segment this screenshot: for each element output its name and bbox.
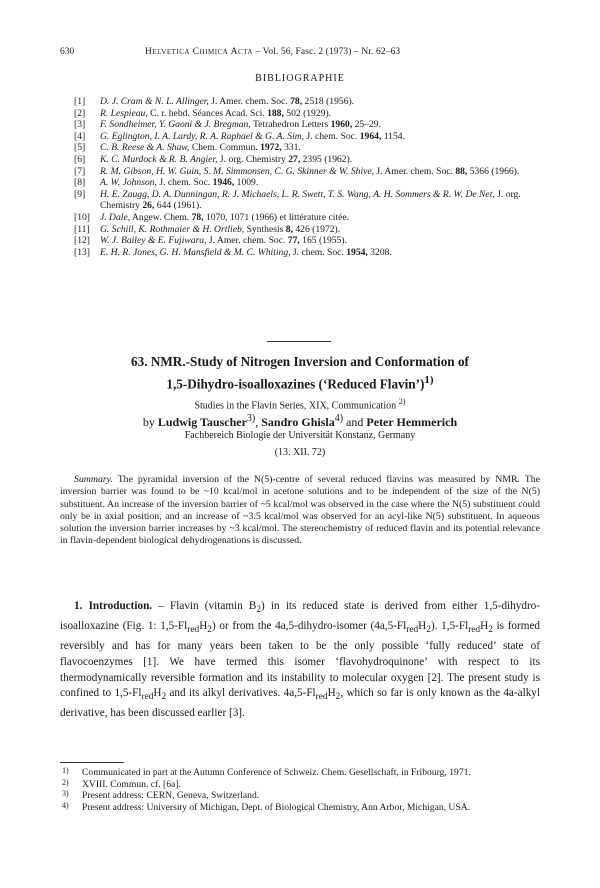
footnote-item [60, 802, 540, 814]
reference-pages: 2518 (1956). [302, 96, 355, 107]
reference-number: [12] [74, 235, 90, 247]
subscript: 2 [207, 625, 212, 636]
footnote-item [60, 790, 540, 802]
footnote-marker: 4) [62, 800, 69, 810]
subscript: 2 [161, 692, 167, 703]
reference-authors: J. Dale, [100, 211, 131, 223]
reference-journal: Synthesis [244, 223, 286, 235]
reference-authors: G. Eglington, I. A. Lardy, R. A. Raphael & G. A. Sim, [100, 130, 305, 142]
reference-authors: C. B. Reese & A. Shaw, [100, 142, 190, 154]
intro-text: is formed reversibly and has for many years been taken to be the only possible ‘fully reduced’ state of flavocoenzymes [1]. We have termed this isomer ‘flavohydroquinone’ with respect to its thermodynamically reversible formation and its instability to molecular oxygen [2]. The present study is confined to 1,5-Fl [60, 620, 541, 700]
reference-authors: R. Lespieau, [100, 107, 148, 119]
reference-authors: G. Schill, K. Rothmaier & H. Ortlieb, [100, 223, 245, 235]
abstract-label: Summary. [74, 474, 113, 485]
reference-item [74, 119, 552, 131]
reference-pages: 644 (1961). [154, 200, 202, 212]
reference-item [74, 235, 552, 247]
reference-pages: 1154. [381, 130, 405, 142]
page-number: 630 [60, 47, 75, 57]
by-word: by [142, 415, 155, 429]
reference-volume: 1960, [330, 119, 353, 131]
reference-journal: J. chem. Soc. [304, 130, 360, 142]
reference-pages: 1009. [234, 177, 259, 189]
reference-journal: J. Amer. chem. Soc. [374, 165, 456, 177]
subscript: red [468, 625, 481, 636]
intro-text: H [327, 687, 336, 700]
footnote-marker: 2) [398, 397, 406, 406]
series-text: Studies in the Flavin Series, XIX, Communication [194, 400, 397, 412]
subscript: 2 [335, 692, 341, 703]
reference-pages: 426 (1972). [292, 223, 341, 235]
reference-pages: 1070, 1071 (1966) et littérature citée. [203, 211, 350, 223]
reference-volume: 1972, [260, 142, 282, 154]
intro-text: , which so far is only known as the 4a-alkyl derivative, has been discussed earlier [3]. [60, 687, 540, 720]
reference-pages: 2395 (1962). [300, 153, 353, 165]
intro-text: and its alkyl derivatives. 4a,5-Fl [166, 687, 316, 700]
reference-journal: J. chem. Soc. [290, 246, 347, 258]
section-divider [267, 341, 331, 342]
subscript: red [187, 625, 200, 636]
reference-journal: Tetrahedron Letters [250, 119, 331, 131]
reference-authors: F. Sondheimer, Y. Gaoni & J. Bregman, [100, 119, 251, 131]
footnote-marker: 1) [62, 766, 69, 775]
journal-details: – Vol. 56, Fasc. 2 (1973) – Nr. 62–63 [255, 47, 401, 57]
journal-line [145, 47, 400, 57]
reference-number: [4] [74, 130, 86, 142]
reference-pages: 165 (1955). [299, 235, 347, 247]
subscript: red [406, 625, 419, 636]
reference-journal: J. Amer. chem. Soc. [206, 235, 288, 247]
reference-authors: D. J. Cram & N. L. Allinger, [100, 96, 209, 107]
article-title-text: 1,5-Dihydro-isoalloxazines (‘Reduced Flavin’) [166, 376, 425, 392]
bibliography-title: BIBLIOGRAPHIE [255, 73, 345, 84]
reference-authors: A. W. Johnson, [100, 177, 157, 189]
reference-item [74, 247, 552, 259]
reference-item [74, 108, 552, 120]
reference-item [74, 166, 552, 178]
reference-number: [6] [74, 153, 86, 165]
section-heading: 1. Introduction. [74, 600, 153, 612]
subscript: 2 [426, 625, 431, 636]
reference-pages: 3208. [367, 246, 392, 258]
reference-volume: 77, [287, 235, 300, 247]
subscript: red [141, 692, 154, 703]
footnote-marker: 3) [62, 789, 69, 799]
reference-item [74, 96, 552, 108]
footnote-marker: 1) [424, 374, 434, 386]
reference-item [74, 177, 552, 189]
intro-text: ) or from the 4a,5-dihydro-isomer (4a,5-Fl [211, 620, 407, 633]
reference-number: [9] [74, 188, 86, 200]
author-line: by Ludwig Tauscher$^{3)}$, Sandro Ghisla$^{4)}$ and Peter Hemmerich [142, 413, 458, 429]
footnote-item [60, 779, 540, 791]
reference-volume: 8, [285, 223, 293, 235]
abstract-text: The pyramidal inversion of the N(5)-centre of several reduced flavins was measured by NMR. The inversion barrier was found to be ~10 kcal/mol in acetone solutions and to be independent of the size of the N(5) substituent. An increase of the inversion barrier of ~5 kcal/mol was observed in the case where the N(5) substituent could only be in axial position, and an increase of ~3.5 kcal/mol was observed for an acyl-like N(5) substituent. In aqueous solution the inversion barrier increases by ~3 kcal/mol. The stereochemistry of reduced flavin and its potential relevance in flavin-dependent biological dehydrogenations is discussed. [60, 474, 540, 547]
article-title [60, 353, 540, 393]
reference-journal: J. Amer. chem. Soc. [208, 96, 291, 107]
intro-text: H [418, 620, 427, 633]
footnote-marker: 3) [246, 413, 256, 424]
reference-list [74, 96, 552, 258]
reference-volume: 188, [267, 107, 284, 119]
intro-text: – Flavin (vitamin B [152, 600, 257, 612]
footnote-text: Present address: CERN, Geneva, Switzerland. [82, 790, 260, 802]
reference-number: [5] [74, 142, 86, 154]
footnotes [60, 767, 540, 813]
reference-authors: W. J. Bailey & E. Fujiwara, [100, 235, 207, 247]
running-header [60, 47, 540, 59]
intro-text: H [199, 620, 208, 633]
subscript: 2 [488, 625, 493, 636]
reference-pages: 502 (1929). [283, 107, 332, 119]
reference-pages: 5366 (1966). [467, 165, 520, 177]
article-title-line-2 [60, 371, 540, 393]
reference-journal: Angew. Chem. [130, 211, 192, 223]
reference-authors: H. E. Zaugg, D. A. Dunningan, R. J. Michaels, L. R. Swett, T. S. Wang, A. H. Sommers & R. W. De Net, [100, 188, 495, 200]
author-name: Ludwig Tauscher [157, 415, 247, 429]
reference-volume: 1964, [359, 130, 382, 142]
reference-volume: 27, [288, 153, 301, 165]
introduction-paragraph [60, 599, 540, 722]
reference-authors: R. M. Gibson, H. W. Guin, S. M. Simmonsen, C. G. Skinner & W. Shive, [100, 165, 375, 177]
reference-number: [2] [74, 107, 86, 119]
abstract [60, 474, 540, 548]
intro-text: ) in its reduced state is derived from either 1,5-dihydro-isoalloxazine (Fig. 1: 1,5-Fl [60, 600, 540, 633]
reference-volume: 88, [455, 165, 468, 177]
reference-item [74, 224, 552, 236]
reference-volume: 1946, [212, 177, 235, 189]
reference-pages: 331. [281, 142, 301, 154]
reference-number: [13] [74, 246, 90, 258]
author-name: Peter Hemmerich [366, 415, 458, 429]
footnote-item [60, 767, 540, 779]
reference-volume: 78, [290, 96, 303, 107]
footnote-marker: 2) [62, 777, 69, 787]
intro-text: H [153, 687, 162, 700]
footnote-marker: 4) [334, 413, 344, 424]
reference-journal: J. chem. Soc. [156, 177, 213, 189]
subscript: red [315, 692, 328, 703]
and-word: and [346, 415, 364, 429]
footnote-text: Present address: University of Michigan, Dept. of Biological Chemistry, Ann Arbor, Michigan, USA. [82, 801, 471, 813]
reference-item [74, 154, 552, 166]
reference-number: [8] [74, 177, 86, 189]
reference-authors: K. C. Murdock & R. B. Angier, [100, 153, 218, 165]
reference-number: [1] [74, 96, 86, 107]
reference-volume: 78, [191, 211, 204, 223]
author-name: Sandro Ghisla [261, 415, 335, 429]
reference-journal: Chem. Commun. [189, 142, 261, 154]
affiliation: Fachbereich Biologie der Universität Konstanz, Germany [184, 430, 416, 441]
footnote-text: XVIII. Commun. cf. [6a]. [82, 778, 181, 790]
reference-volume: 26, [142, 200, 155, 212]
article-title-line-1: 63. NMR.-Study of Nitrogen Inversion and Conformation of [131, 354, 469, 369]
reference-pages: 25–29. [352, 119, 381, 131]
reference-journal: C. r. hebd. Séances Acad. Sci. [147, 107, 268, 119]
reference-number: [7] [74, 165, 86, 177]
intro-text: H [480, 620, 489, 633]
intro-text: ). 1,5-Fl [430, 620, 469, 633]
footnote-text: Communicated in part at the Autumn Conference of Schweiz. Chem. Gesellschaft, in Fribourg, 1971. [82, 767, 471, 778]
reference-journal: J. org. Chemistry [217, 153, 289, 165]
journal-name: Helvetica Chimica Acta [145, 47, 253, 57]
reference-number: [11] [74, 223, 90, 235]
received-date: (13. XII. 72) [274, 447, 326, 458]
series-line [0, 397, 600, 411]
reference-item [74, 189, 552, 212]
reference-item [74, 142, 552, 154]
reference-authors: E. H. R. Jones, G. H. Mansfield & M. C. Whiting, [100, 246, 291, 258]
footnote-divider [60, 762, 124, 763]
subscript: 2 [256, 605, 262, 616]
reference-volume: 1954, [346, 246, 368, 258]
reference-number: [3] [74, 119, 86, 131]
reference-item [74, 212, 552, 224]
reference-journal: J. org. Chemistry [100, 188, 521, 212]
reference-number: [10] [74, 211, 90, 223]
reference-item [74, 131, 552, 143]
